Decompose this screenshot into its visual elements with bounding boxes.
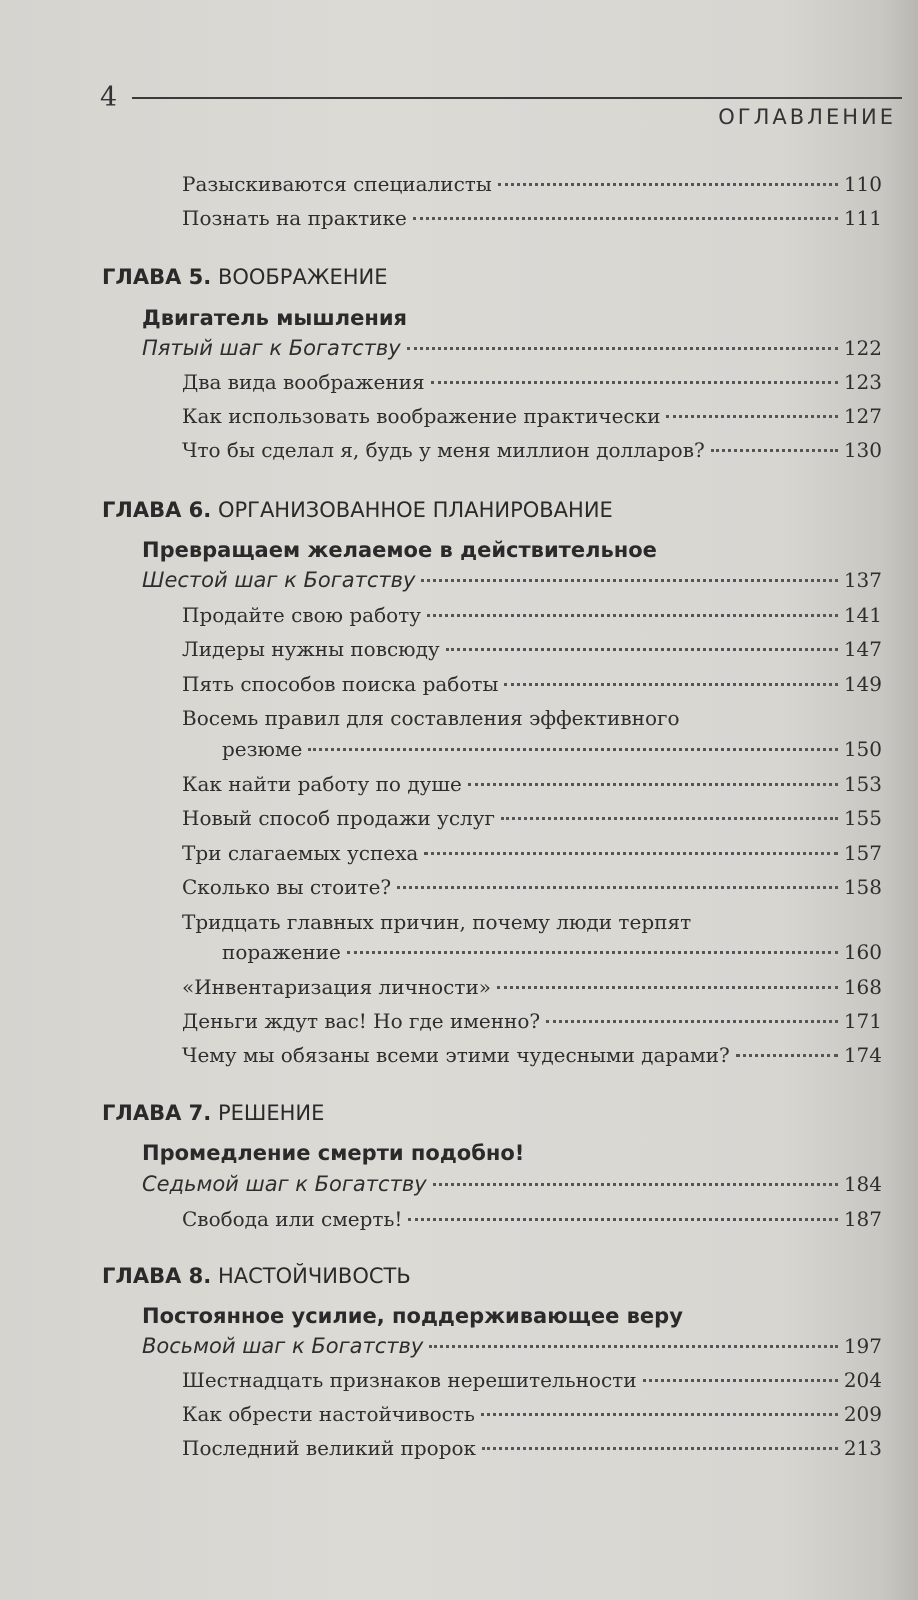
toc-entry[interactable] bbox=[182, 404, 882, 428]
toc-entry[interactable] bbox=[182, 841, 882, 865]
dot-leader bbox=[431, 381, 838, 384]
dot-leader bbox=[433, 1183, 838, 1186]
entry-title: Свобода или смерть! bbox=[182, 1207, 403, 1231]
entry-title: Шестнадцать признаков нерешительности bbox=[182, 1368, 637, 1392]
toc-entry[interactable] bbox=[222, 940, 882, 964]
dot-leader bbox=[482, 1447, 838, 1450]
dot-leader bbox=[397, 886, 838, 889]
entry-page-number: 141 bbox=[843, 603, 882, 627]
entry-page-number: 130 bbox=[843, 438, 882, 462]
toc-entry[interactable] bbox=[182, 772, 882, 796]
entry-title: Последний великий пророк bbox=[182, 1436, 477, 1460]
dot-leader bbox=[736, 1054, 838, 1057]
dot-leader bbox=[407, 347, 838, 350]
entry-page-number: 174 bbox=[843, 1043, 882, 1067]
entry-page-number: 204 bbox=[843, 1368, 882, 1392]
entry-page-number: 187 bbox=[843, 1207, 882, 1231]
entry-title: Сколько вы стоите? bbox=[182, 875, 392, 899]
chapter-subtitle: Превращаем желаемое в действительное bbox=[142, 538, 657, 562]
toc-entry-step[interactable] bbox=[142, 1172, 882, 1196]
toc-entry-step[interactable] bbox=[142, 568, 882, 592]
entry-page-number: 147 bbox=[843, 637, 882, 661]
dot-leader bbox=[711, 449, 838, 452]
toc-entry[interactable] bbox=[182, 370, 882, 394]
chapter-label: ГЛАВА 8. bbox=[102, 1264, 212, 1288]
chapter-heading[interactable] bbox=[102, 498, 613, 522]
toc-entry-step[interactable] bbox=[142, 336, 882, 360]
entry-title: Познать на практике bbox=[182, 206, 407, 230]
chapter-subtitle: Постоянное усилие, поддерживающее веру bbox=[142, 1304, 683, 1328]
toc-entry[interactable] bbox=[182, 1207, 882, 1231]
toc-entry-step[interactable] bbox=[142, 1334, 882, 1358]
entry-title: поражение bbox=[222, 940, 341, 964]
dot-leader bbox=[481, 1413, 838, 1416]
chapter-subtitle: Двигатель мышления bbox=[142, 306, 408, 330]
toc-entry[interactable] bbox=[222, 737, 882, 761]
dot-leader bbox=[497, 986, 838, 989]
entry-page-number: 149 bbox=[843, 672, 882, 696]
toc-entry[interactable] bbox=[182, 637, 882, 661]
entry-title-line1: Восемь правил для составления эффективного bbox=[182, 706, 680, 730]
toc-entry[interactable] bbox=[182, 975, 882, 999]
entry-page-number: 123 bbox=[843, 370, 882, 394]
entry-page-number: 155 bbox=[843, 806, 882, 830]
entry-title: Шестой шаг к Богатству bbox=[142, 568, 416, 592]
toc-entry[interactable] bbox=[182, 1043, 882, 1067]
chapter-subtitle: Промедление смерти подобно! bbox=[142, 1141, 525, 1165]
entry-page-number: 157 bbox=[843, 841, 882, 865]
toc-entry[interactable] bbox=[182, 1436, 882, 1460]
page-number: 4 bbox=[100, 82, 118, 113]
dot-leader bbox=[643, 1379, 838, 1382]
entry-title: Продайте свою работу bbox=[182, 603, 422, 627]
toc-entry[interactable] bbox=[182, 603, 882, 627]
entry-title: Как обрести настойчивость bbox=[182, 1402, 475, 1426]
dot-leader bbox=[408, 1218, 837, 1221]
entry-title: Как использовать воображение практически bbox=[182, 404, 661, 428]
entry-page-number: 158 bbox=[843, 875, 882, 899]
toc-entry[interactable] bbox=[182, 1402, 882, 1426]
chapter-name: ОРГАНИЗОВАННОЕ ПЛАНИРОВАНИЕ bbox=[217, 498, 613, 522]
entry-page-number: 213 bbox=[843, 1436, 882, 1460]
chapter-heading[interactable] bbox=[102, 265, 388, 289]
chapter-name: ВООБРАЖЕНИЕ bbox=[217, 265, 388, 289]
toc-entry[interactable] bbox=[182, 672, 882, 696]
chapter-name: РЕШЕНИЕ bbox=[217, 1101, 325, 1125]
toc-entry[interactable] bbox=[182, 806, 882, 830]
entry-title: Лидеры нужны повсюду bbox=[182, 637, 440, 661]
entry-title: Два вида воображения bbox=[182, 370, 425, 394]
entry-title: Пять способов поиска работы bbox=[182, 672, 499, 696]
dot-leader bbox=[347, 951, 838, 954]
entry-title: «Инвентаризация личности» bbox=[182, 975, 492, 999]
entry-title: Пятый шаг к Богатству bbox=[142, 336, 401, 360]
dot-leader bbox=[427, 614, 838, 617]
entry-page-number: 122 bbox=[843, 336, 882, 360]
dot-leader bbox=[413, 217, 838, 220]
entry-page-number: 137 bbox=[843, 568, 882, 592]
entry-page-number: 127 bbox=[843, 404, 882, 428]
entry-page-number: 197 bbox=[843, 1334, 882, 1358]
entry-title: Восьмой шаг к Богатству bbox=[142, 1334, 424, 1358]
entry-title: Новый способ продажи услуг bbox=[182, 806, 495, 830]
running-header-title: ОГЛАВЛЕНИЕ bbox=[718, 105, 896, 129]
dot-leader bbox=[498, 183, 838, 186]
toc-entry[interactable] bbox=[182, 172, 882, 196]
dot-leader bbox=[468, 783, 838, 786]
entry-page-number: 184 bbox=[843, 1172, 882, 1196]
entry-title: Что бы сделал я, будь у меня миллион долларов? bbox=[182, 438, 705, 462]
entry-page-number: 150 bbox=[843, 737, 882, 761]
entry-title: Деньги ждут вас! Но где именно? bbox=[182, 1009, 541, 1033]
dot-leader bbox=[504, 683, 837, 686]
entry-page-number: 171 bbox=[843, 1009, 882, 1033]
dot-leader bbox=[501, 817, 838, 820]
dot-leader bbox=[429, 1345, 837, 1348]
chapter-label: ГЛАВА 7. bbox=[102, 1101, 212, 1125]
dot-leader bbox=[546, 1020, 838, 1023]
dot-leader bbox=[666, 415, 837, 418]
entry-page-number: 110 bbox=[843, 172, 882, 196]
entry-page-number: 209 bbox=[843, 1402, 882, 1426]
dot-leader bbox=[446, 648, 838, 651]
entry-page-number: 160 bbox=[843, 940, 882, 964]
entry-title: Седьмой шаг к Богатству bbox=[142, 1172, 427, 1196]
chapter-label: ГЛАВА 6. bbox=[102, 498, 212, 522]
toc-entry[interactable] bbox=[182, 875, 882, 899]
dot-leader bbox=[308, 748, 837, 751]
toc-entry[interactable] bbox=[182, 206, 882, 230]
entry-title: резюме bbox=[222, 737, 303, 761]
dot-leader bbox=[424, 852, 837, 855]
entry-title: Три слагаемых успеха bbox=[182, 841, 419, 865]
chapter-heading[interactable] bbox=[102, 1101, 324, 1125]
entry-page-number: 168 bbox=[843, 975, 882, 999]
toc-entry[interactable] bbox=[182, 1368, 882, 1392]
entry-page-number: 111 bbox=[843, 206, 882, 230]
entry-title: Разыскиваются специалисты bbox=[182, 172, 492, 196]
entry-title: Как найти работу по душе bbox=[182, 772, 462, 796]
entry-page-number: 153 bbox=[843, 772, 882, 796]
toc-entry[interactable] bbox=[182, 438, 882, 462]
chapter-name: НАСТОЙЧИВОСТЬ bbox=[217, 1264, 411, 1288]
entry-title-line1: Тридцать главных причин, почему люди терпят bbox=[182, 910, 692, 934]
chapter-label: ГЛАВА 5. bbox=[102, 265, 212, 289]
entry-title: Чему мы обязаны всеми этими чудесными дарами? bbox=[182, 1043, 730, 1067]
dot-leader bbox=[421, 579, 837, 582]
toc-entry[interactable] bbox=[182, 1009, 882, 1033]
chapter-heading[interactable] bbox=[102, 1264, 411, 1288]
